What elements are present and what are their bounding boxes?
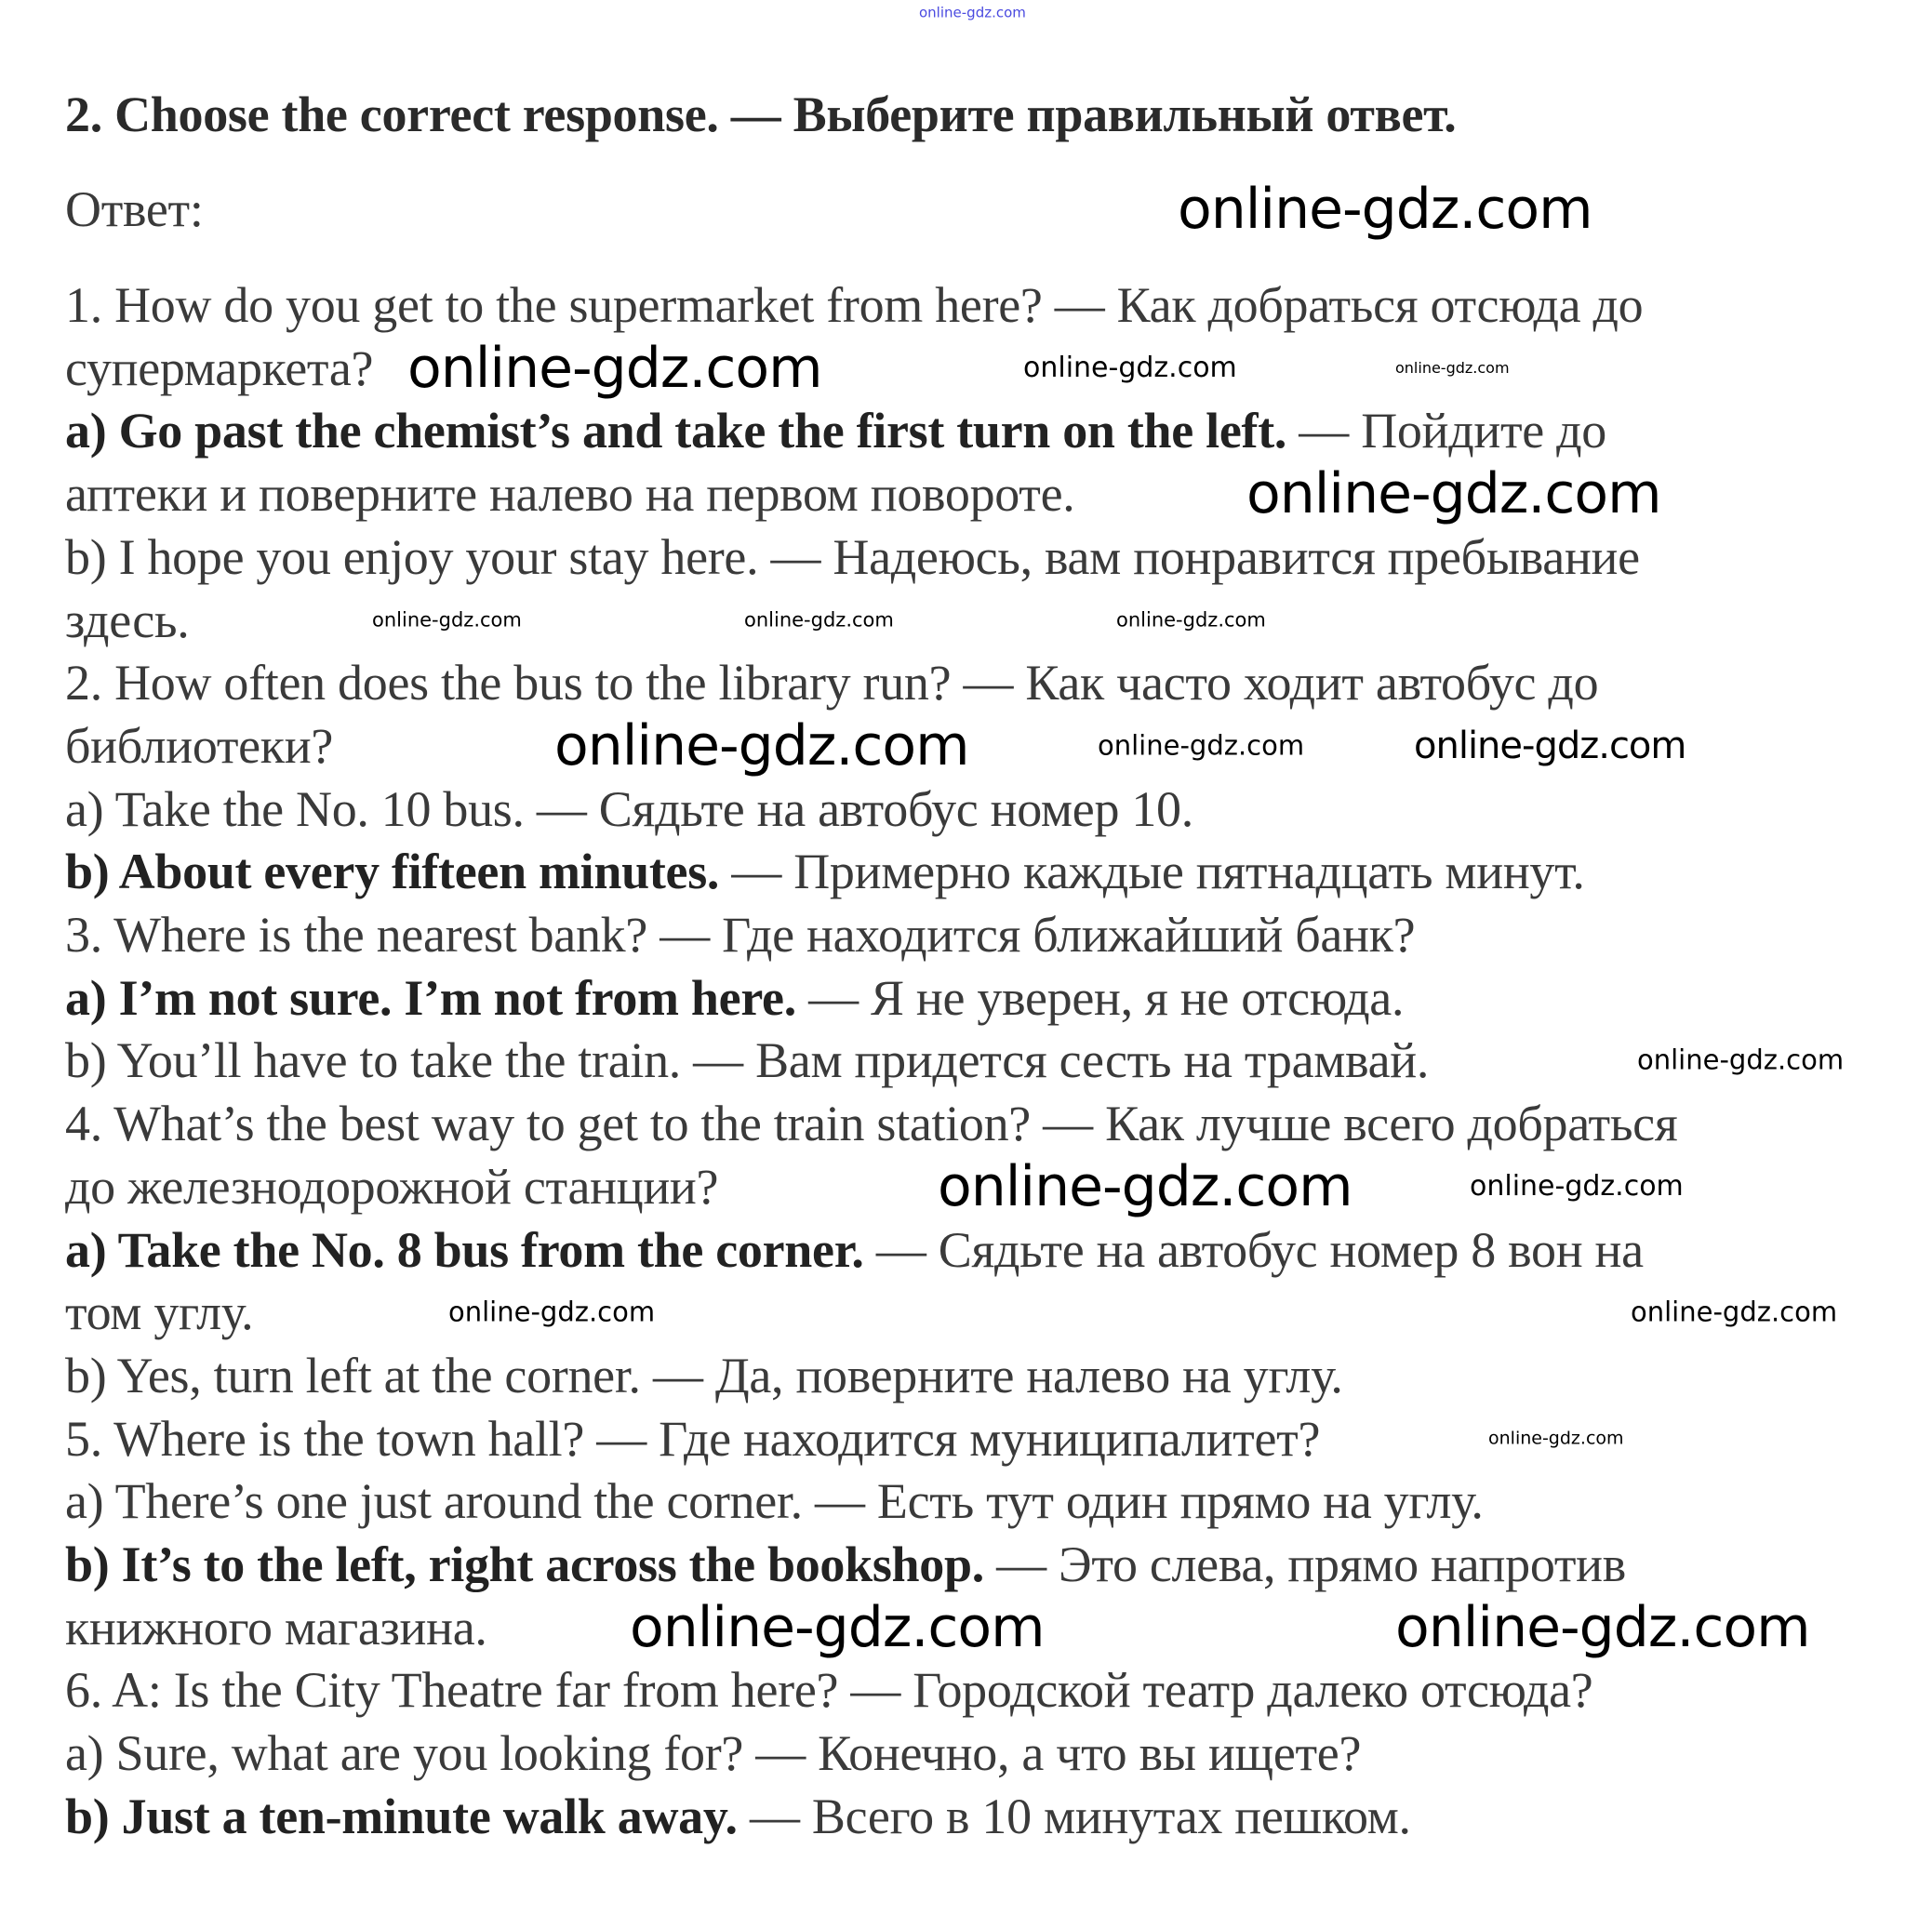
text-line	[65, 1473, 1484, 1529]
correct-answer-text: a) I’m not sure. I’m not from here.	[65, 969, 796, 1026]
text-line	[65, 1221, 1644, 1277]
line-text: b) Yes, turn left at the corner. — Да, поверните налево на углу.	[65, 1347, 1343, 1403]
watermark: online-gdz.com	[407, 335, 822, 401]
correct-answer-text: a) Take the No. 8 bus from the corner.	[65, 1221, 864, 1278]
text-line	[65, 1096, 1677, 1151]
text-line	[65, 1662, 1592, 1718]
line-text: книжного магазина.	[65, 1599, 487, 1656]
text-line	[65, 1789, 1411, 1844]
line-text: — Пойдите до	[1286, 403, 1607, 459]
line-text: a) Take the No. 10 bus. — Сядьте на автобус номер 10.	[65, 780, 1193, 837]
text-line	[65, 277, 1643, 333]
watermark: online-gdz.com	[1395, 1594, 1810, 1660]
watermark: online-gdz.com	[1395, 358, 1510, 377]
correct-answer-text: b) It’s to the left, right across the bookshop.	[65, 1536, 984, 1592]
answer-label: Ответ:	[65, 180, 204, 237]
line-text: — Примерно каждые пятнадцать минут.	[719, 844, 1585, 900]
watermark: online-gdz.com	[448, 1296, 656, 1328]
line-text: — Я не уверен, я не отсюда.	[795, 969, 1405, 1026]
line-text: здесь.	[65, 592, 190, 648]
text-line	[65, 1536, 1626, 1592]
line-text: b) I hope you enjoy your stay here. — Надеюсь, вам понравится пребывание	[65, 528, 1640, 585]
line-text: 6. A: Is the City Theatre far from here? — Городской театр далеко отсюда?	[65, 1662, 1593, 1719]
line-text: — Всего в 10 минутах пешком.	[737, 1788, 1411, 1844]
watermark: online-gdz.com	[1470, 1169, 1684, 1203]
watermark: online-gdz.com	[1414, 724, 1686, 767]
text-line	[65, 907, 1415, 963]
line-text: b) You’ll have to take the train. — Вам придется сесть на трамвай.	[65, 1032, 1430, 1089]
correct-answer-text: a) Go past the chemist’s and take the first turn on the left.	[65, 403, 1287, 459]
line-text: до железнодорожной станции?	[65, 1158, 719, 1215]
watermark: online-gdz.com	[630, 1594, 1045, 1660]
watermark: online-gdz.com	[1098, 729, 1305, 762]
line-text: 5. Where is the town hall? — Где находится муниципалитет?	[65, 1410, 1321, 1467]
text-line	[65, 592, 189, 647]
text-line	[65, 529, 1640, 585]
line-text: — Это слева, прямо напротив	[983, 1536, 1626, 1592]
text-line	[65, 1599, 487, 1655]
text-line	[65, 1032, 1429, 1088]
watermark: online-gdz.com	[1488, 1428, 1624, 1449]
watermark: online-gdz.com	[744, 608, 894, 631]
watermark: online-gdz.com	[1246, 461, 1661, 527]
line-text: a) There’s one just around the corner. — Есть тут один прямо на углу.	[65, 1473, 1484, 1530]
correct-answer-text: b) About every fifteen minutes.	[65, 844, 720, 900]
line-text: том углу.	[65, 1283, 254, 1340]
line-text: 3. Where is the nearest bank? — Где находится ближайший банк?	[65, 906, 1416, 963]
text-line	[65, 844, 1585, 899]
exercise-title: 2. Choose the correct response. — Выберите правильный ответ.	[65, 86, 1457, 142]
text-line	[65, 655, 1598, 711]
watermark: online-gdz.com	[1116, 608, 1266, 631]
text-line	[65, 718, 333, 774]
line-text: a) Sure, what are you looking for? — Конечно, а что вы ищете?	[65, 1724, 1362, 1781]
text-line	[65, 969, 1404, 1025]
line-text: 2. How often does the bus to the library run? — Как часто ходит автобус до	[65, 654, 1599, 711]
line-text: — Сядьте на автобус номер 8 вон на	[863, 1221, 1644, 1278]
line-text: библиотеки?	[65, 717, 334, 774]
watermark: online-gdz.com	[372, 608, 522, 631]
text-line	[65, 1284, 253, 1340]
text-line	[65, 339, 373, 395]
line-text: 1. How do you get to the supermarket from here? — Как добраться отсюда до	[65, 276, 1644, 333]
correct-answer-text: b) Just a ten-minute walk away.	[65, 1788, 738, 1844]
line-text: аптеки и поверните налево на первом повороте.	[65, 465, 1075, 522]
watermark: online-gdz.com	[919, 4, 1026, 21]
text-line	[65, 1348, 1343, 1403]
text-line	[65, 1725, 1361, 1781]
watermark: online-gdz.com	[1023, 351, 1237, 384]
watermark: online-gdz.com	[938, 1153, 1352, 1219]
text-line	[65, 780, 1193, 836]
line-text: 4. What’s the best way to get to the train station? — Как лучше всего добраться	[65, 1095, 1678, 1151]
text-line	[65, 403, 1606, 459]
text-line	[65, 1410, 1320, 1466]
line-text: супермаркета?	[65, 339, 374, 396]
watermark: online-gdz.com	[1631, 1296, 1838, 1328]
text-line	[65, 466, 1074, 522]
watermark: online-gdz.com	[554, 712, 969, 778]
text-line	[65, 1159, 718, 1215]
watermark: online-gdz.com	[1637, 1044, 1845, 1076]
watermark: online-gdz.com	[1178, 177, 1592, 242]
